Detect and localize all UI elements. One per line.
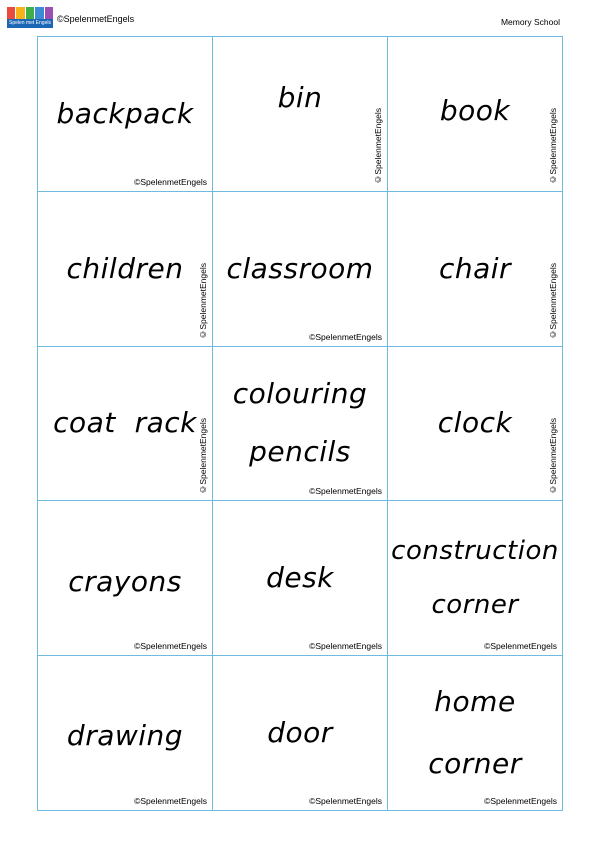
memory-card[interactable]	[213, 192, 388, 347]
card-word-line2: corner	[428, 747, 522, 781]
document-title: Memory School	[500, 17, 560, 27]
card-credit: ©SpelenmetEngels	[373, 108, 383, 185]
card-credit: ©SpelenmetEngels	[134, 796, 207, 806]
memory-card[interactable]	[38, 656, 213, 811]
memory-card[interactable]	[38, 347, 213, 502]
card-credit: ©SpelenmetEngels	[484, 796, 557, 806]
memory-card[interactable]	[213, 501, 388, 656]
card-word: door	[267, 716, 333, 750]
memory-card[interactable]	[388, 192, 563, 347]
card-credit: ©SpelenmetEngels	[548, 262, 558, 340]
card-word: coat rack	[53, 406, 197, 440]
card-credit: ©SpelenmetEngels	[309, 641, 382, 652]
memory-card[interactable]	[388, 37, 563, 192]
card-word: chair	[438, 251, 512, 285]
memory-card-grid	[37, 36, 563, 811]
memory-card[interactable]	[213, 37, 388, 192]
card-credit: ©SpelenmetEngels	[548, 417, 558, 495]
card-word: book	[439, 93, 511, 127]
memory-card[interactable]	[213, 656, 388, 811]
memory-card[interactable]	[38, 501, 213, 656]
card-word-line1: home	[434, 685, 516, 719]
card-word: drawing	[66, 719, 184, 753]
memory-card[interactable]	[388, 656, 563, 811]
card-word-line1: colouring	[232, 377, 368, 411]
card-word: clock	[437, 406, 513, 440]
card-credit: ©SpelenmetEngels	[198, 262, 208, 340]
card-word-line1: construction	[391, 536, 559, 567]
card-word: children	[66, 251, 184, 285]
logo-text: Spelen met Engels	[7, 19, 53, 28]
card-word: backpack	[56, 96, 194, 130]
card-credit: ©SpelenmetEngels	[309, 796, 382, 806]
card-credit: ©SpelenmetEngels	[309, 331, 382, 342]
memory-card[interactable]	[38, 37, 213, 192]
card-credit: ©SpelenmetEngels	[548, 108, 558, 185]
brand-credit: ©SpelenmetEngels	[57, 14, 135, 24]
card-credit: ©SpelenmetEngels	[309, 486, 382, 497]
page-header	[0, 0, 600, 36]
card-word-line2: pencils	[249, 435, 351, 469]
memory-card[interactable]	[388, 501, 563, 656]
card-credit: ©SpelenmetEngels	[134, 641, 207, 652]
card-word: crayons	[68, 565, 182, 599]
card-word-line2: corner	[431, 590, 519, 621]
memory-card[interactable]	[388, 347, 563, 502]
memory-card[interactable]	[213, 347, 388, 502]
spelen-met-engels-logo	[7, 7, 53, 28]
card-credit: ©SpelenmetEngels	[484, 641, 557, 652]
card-word: desk	[266, 561, 334, 595]
card-credit: ©SpelenmetEngels	[198, 417, 208, 495]
memory-card[interactable]	[38, 192, 213, 347]
card-credit: ©SpelenmetEngels	[134, 176, 207, 187]
card-word: classroom	[226, 251, 374, 285]
card-word: bin	[277, 80, 323, 114]
